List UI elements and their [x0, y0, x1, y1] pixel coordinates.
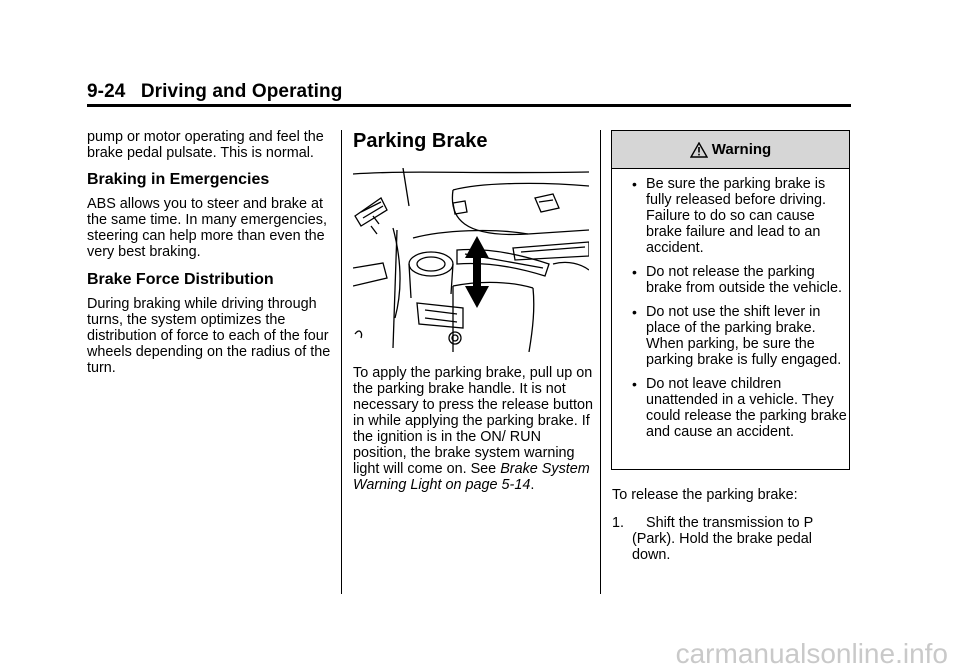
page-header: [87, 81, 342, 103]
parking-brake-text: To apply the parking brake, pull up on the parking brake handle. It is not necessary to press the release button in while applying the parking brake. If the ignition is in the ON/ RUN position, the brake system warning light will come on. See: [353, 365, 593, 477]
column-1: [87, 129, 332, 376]
warning-header: [612, 131, 849, 169]
bullet-icon: •: [632, 176, 637, 192]
emergencies-text: ABS allows you to steer and brake at the same time. In many emergencies, steering can help more than even the very best braking.: [87, 196, 327, 260]
bullet-icon: •: [632, 304, 637, 320]
column-2: [353, 129, 593, 493]
warning-triangle-icon: [690, 142, 708, 158]
parking-brake-heading: Parking Brake: [353, 130, 488, 152]
header-rule: [87, 104, 851, 107]
column-3-text: [612, 487, 852, 563]
bullet-icon: •: [632, 264, 637, 280]
bullet-icon: •: [632, 376, 637, 392]
column-divider-1: [341, 130, 342, 594]
warning-item: [612, 304, 849, 368]
warning-item-text: Do not use the shift lever in place of the parking brake. When parking, be sure the parking brake is fully engaged.: [646, 304, 842, 368]
step-text: Shift the transmission to P (Park). Hold the brake pedal down.: [632, 515, 813, 563]
warning-item-text: Do not leave children unattended in a vehicle. They could release the parking brake and cause an accident.: [646, 376, 847, 440]
warning-item: [612, 176, 849, 256]
warning-title: Warning: [711, 141, 772, 158]
ref-period: .: [530, 477, 535, 493]
step-number: 1.: [612, 515, 625, 531]
force-text: During braking while driving through turns, the system optimizes the distribution of force to each of the four wheels depending on the radius of the turn.: [87, 296, 331, 376]
site-watermark: carmanualsonline.info: [675, 638, 948, 669]
emergencies-heading: Braking in Emergencies: [87, 171, 270, 188]
release-step: [612, 515, 852, 563]
warning-item-text: Do not release the parking brake from outside the vehicle.: [646, 264, 842, 296]
warning-item: [612, 264, 849, 296]
abs-intro-text: pump or motor operating and feel the brake pedal pulsate. This is normal.: [87, 129, 324, 161]
warning-item: [612, 376, 849, 440]
force-heading: Brake Force Distribution: [87, 271, 274, 288]
warning-box: [611, 130, 850, 470]
warning-light-reference-link[interactable]: Brake System Warning Light on page 5-14: [353, 461, 590, 493]
release-intro: To release the parking brake:: [612, 487, 798, 503]
parking-brake-body: [353, 365, 593, 493]
parking-brake-illustration: [353, 168, 589, 352]
page-number: 9-24: [87, 81, 126, 102]
column-divider-2: [600, 130, 601, 594]
warning-list: [612, 169, 849, 440]
warning-item-text: Be sure the parking brake is fully released before driving. Failure to do so can cause brake failure and lead to an accident.: [646, 176, 826, 256]
section-title: Driving and Operating: [140, 81, 343, 102]
